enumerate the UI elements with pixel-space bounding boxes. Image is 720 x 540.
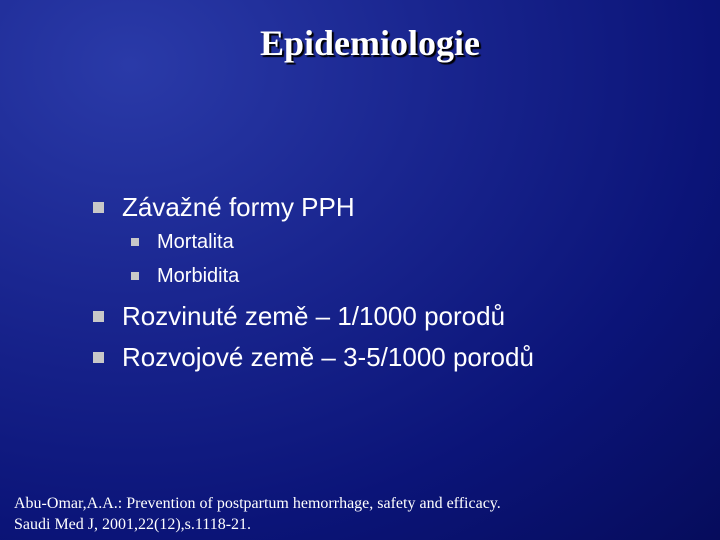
- slide-title: Epidemiologie: [259, 23, 480, 63]
- sub-bullet-text: Mortalita: [157, 231, 234, 253]
- bullet-text: Závažné formy PPH: [122, 192, 355, 222]
- sub-bullet-text: Morbidita: [157, 265, 240, 287]
- square-bullet-icon: [131, 272, 139, 280]
- bullet-item-severe-pph: [93, 191, 355, 223]
- reference-citation: [14, 493, 501, 535]
- bullet-text: Rozvojové země – 3-5/1000 porodů: [122, 342, 534, 372]
- square-bullet-icon: [93, 352, 104, 363]
- square-bullet-icon: [93, 202, 104, 213]
- bullet-item-developing-countries: [93, 341, 534, 373]
- sub-bullet-item-morbidity: [131, 263, 239, 289]
- bullet-item-developed-countries: [93, 300, 505, 332]
- square-bullet-icon: [131, 238, 139, 246]
- square-bullet-icon: [93, 311, 104, 322]
- sub-bullet-item-mortality: [131, 229, 234, 255]
- reference-line-2: Saudi Med J, 2001,22(12),s.1118-21.: [14, 516, 252, 533]
- reference-line-1: Abu-Omar,A.A.: Prevention of postpartum hemorrhage, safety and efficacy.: [14, 495, 501, 512]
- bullet-text: Rozvinuté země – 1/1000 porodů: [122, 301, 506, 331]
